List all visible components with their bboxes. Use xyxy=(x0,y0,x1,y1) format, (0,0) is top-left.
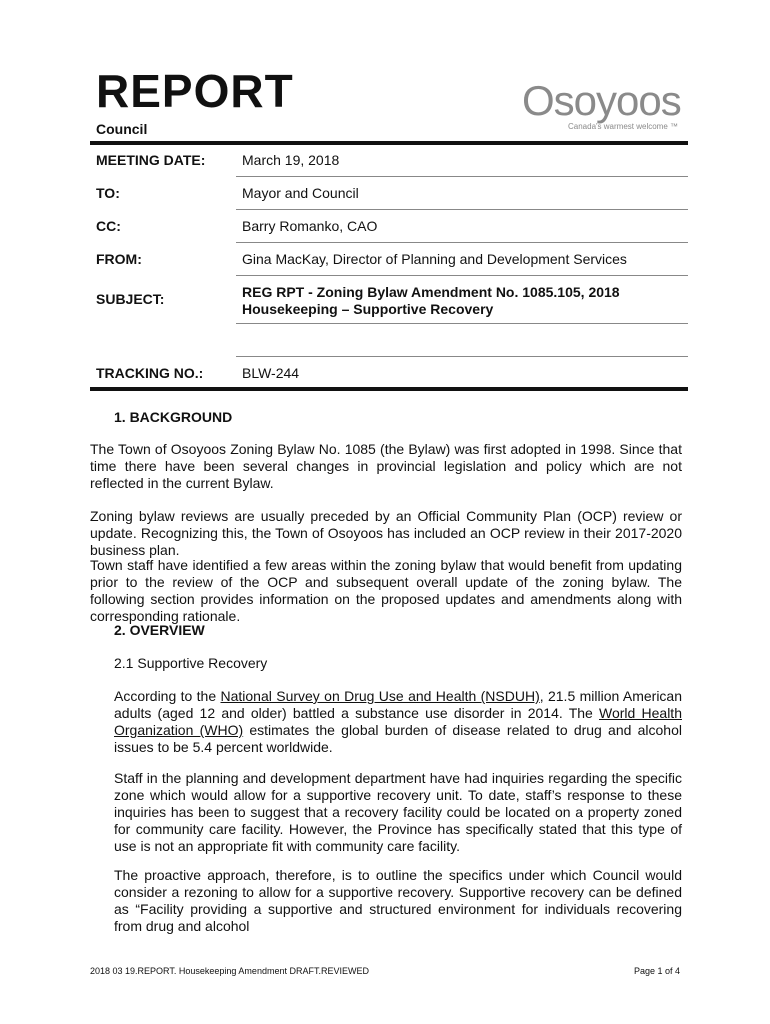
header-divider xyxy=(90,141,688,145)
p1-text-mid: , 21.5 million American adults (aged 12 and older) battled a substance use disorder in 2014. The xyxy=(114,688,682,721)
supportive-recovery-subheading: 2.1 Supportive Recovery xyxy=(114,655,268,671)
report-title: REPORT xyxy=(96,65,294,117)
report-audience: Council xyxy=(96,121,148,137)
meeting-date-value: March 19, 2018 xyxy=(242,152,340,168)
overview-paragraph-1 xyxy=(114,688,682,756)
meeting-date-label: MEETING DATE: xyxy=(96,152,206,168)
meta-divider xyxy=(236,275,688,276)
overview-paragraph-3: The proactive approach, therefore, is to outline the specifics under which Council would consider a rezoning to allow for a supportive recovery. Supportive recovery can be defined as “Facility providing a supportive and structured environment for individuals recovering from drug and alcohol xyxy=(114,867,682,934)
background-heading: 1. BACKGROUND xyxy=(114,409,233,425)
tracking-label: TRACKING NO.: xyxy=(96,365,204,381)
who-link[interactable]: World Health Organization (WHO) xyxy=(114,705,682,738)
to-value: Mayor and Council xyxy=(242,185,359,201)
background-paragraph-3: Town staff have identified a few areas within the zoning bylaw that would benefit from updating prior to the review of the OCP and subsequent overall update of the zoning bylaw. The following section provides information on the proposed updates and amendments along with corresponding rationale. xyxy=(90,557,682,624)
subject-line-1: REG RPT - Zoning Bylaw Amendment No. 1085.105, 2018 xyxy=(242,284,620,300)
background-paragraph-2: Zoning bylaw reviews are usually preceded by an Official Community Plan (OCP) review or update. Recognizing this, the Town of Osoyoos has included an OCP review in their 2017-2020 business plan. xyxy=(90,508,682,558)
tracking-value: BLW-244 xyxy=(242,365,300,381)
footer-page-number: Page 1 of 4 xyxy=(633,966,680,976)
meta-divider xyxy=(236,242,688,243)
from-label: FROM: xyxy=(96,251,142,267)
cc-value: Barry Romanko, CAO xyxy=(242,218,378,234)
meta-divider xyxy=(236,176,688,177)
logo-wordmark: Osoyoos xyxy=(522,77,681,124)
subject-label: SUBJECT: xyxy=(96,291,165,307)
meta-divider xyxy=(236,209,688,210)
p1-text-pre: According to the xyxy=(114,688,221,704)
footer-filename: 2018 03 19.REPORT. Housekeeping Amendment DRAFT.REVIEWED xyxy=(90,966,369,976)
osoyoos-logo xyxy=(522,77,682,136)
overview-heading: 2. OVERVIEW xyxy=(114,622,205,638)
from-value: Gina MacKay, Director of Planning and Development Services xyxy=(242,251,627,267)
p1-text-post: estimates the global burden of disease related to drug and alcohol issues to be 5.4 percent worldwide. xyxy=(114,722,682,755)
subject-line-2: Housekeeping – Supportive Recovery xyxy=(242,301,494,317)
logo-tagline: Canada's warmest welcome ™ xyxy=(568,122,679,131)
meta-divider xyxy=(236,323,688,324)
cc-label: CC: xyxy=(96,218,121,234)
nsduh-link[interactable]: National Survey on Drug Use and Health (NSDUH) xyxy=(220,688,540,704)
meta-bottom-divider xyxy=(90,387,688,391)
to-label: TO: xyxy=(96,185,120,201)
meta-divider xyxy=(236,356,688,357)
background-paragraph-1: The Town of Osoyoos Zoning Bylaw No. 1085 (the Bylaw) was first adopted in 1998. Since that time there have been several changes in provincial legislation and policy which are not reflected in the current Bylaw. xyxy=(90,441,682,491)
overview-paragraph-2: Staff in the planning and development department have had inquiries regarding the specific zone which would allow for a supportive recovery unit. To date, staff’s response to these inquiries has been to suggest that a recovery facility could be located on a property zoned for community care facility. However, the Province has specifically stated that this type of use is not an appropriate fit with community care facility. xyxy=(114,770,682,854)
